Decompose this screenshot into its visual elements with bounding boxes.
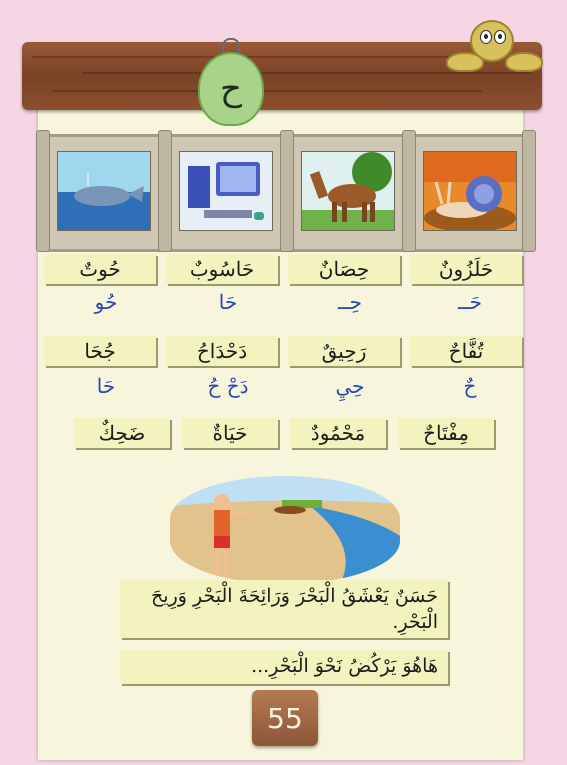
syllable-label: حُو [94, 290, 118, 314]
snail-picture [423, 151, 517, 231]
word-card: مَحْمُودٌ [290, 418, 386, 448]
leaf-letter-badge [198, 52, 264, 126]
frame-post [402, 130, 416, 252]
syllable-label: حٌ [463, 374, 477, 398]
word-card: حَلَزُونٌ [410, 254, 522, 284]
frame-post [158, 130, 172, 252]
frame-horse [286, 134, 410, 252]
frame-whale [42, 134, 166, 252]
sentence-strip [120, 650, 448, 684]
word-card: حَاسُوبٌ [166, 254, 278, 284]
horse-picture [301, 151, 395, 231]
word-card: حَيَاةٌ [182, 418, 278, 448]
word-card: دَحْدَاحُ [166, 336, 278, 366]
word-card: حُوتٌ [44, 254, 156, 284]
word-card: جُحَا [44, 336, 156, 366]
syllable-label: دَحْ حُ [207, 374, 249, 398]
whale-picture [57, 151, 151, 231]
syllable-label: حِيِ [335, 374, 365, 398]
syllable-label: حَا [218, 290, 238, 314]
frame-post [36, 130, 50, 252]
beach-boy-illustration [170, 476, 400, 584]
frame-computer [164, 134, 288, 252]
sentence-text: هَاهُوَ يَرْكُضُ نَحْوَ الْبَحْرِ... [251, 655, 438, 677]
frame-snail [408, 134, 532, 252]
frame-post [280, 130, 294, 252]
word-card: مِفْتَاحٌ [398, 418, 494, 448]
word-card: ضَحِكٌ [74, 418, 170, 448]
word-card: رَحِيقٌ [288, 336, 400, 366]
syllable-label: حَــ [457, 290, 483, 314]
word-card: تُفَّاحٌ [410, 336, 522, 366]
sentence-strip [120, 580, 448, 638]
syllable-label: حَا [96, 374, 116, 398]
page-number: 55 [252, 690, 318, 746]
frame-post [522, 130, 536, 252]
computer-picture [179, 151, 273, 231]
word-card: حِصَانٌ [288, 254, 400, 284]
syllable-label: حِــ [337, 290, 363, 314]
header-letter: ح [220, 69, 242, 109]
sentence-text: حَسَنٌ يَعْشَقُ الْبَحْرَ وَرَائِحَةَ الْبَحْرِ وَرِيحَ الْبَحْرِ. [151, 585, 438, 633]
